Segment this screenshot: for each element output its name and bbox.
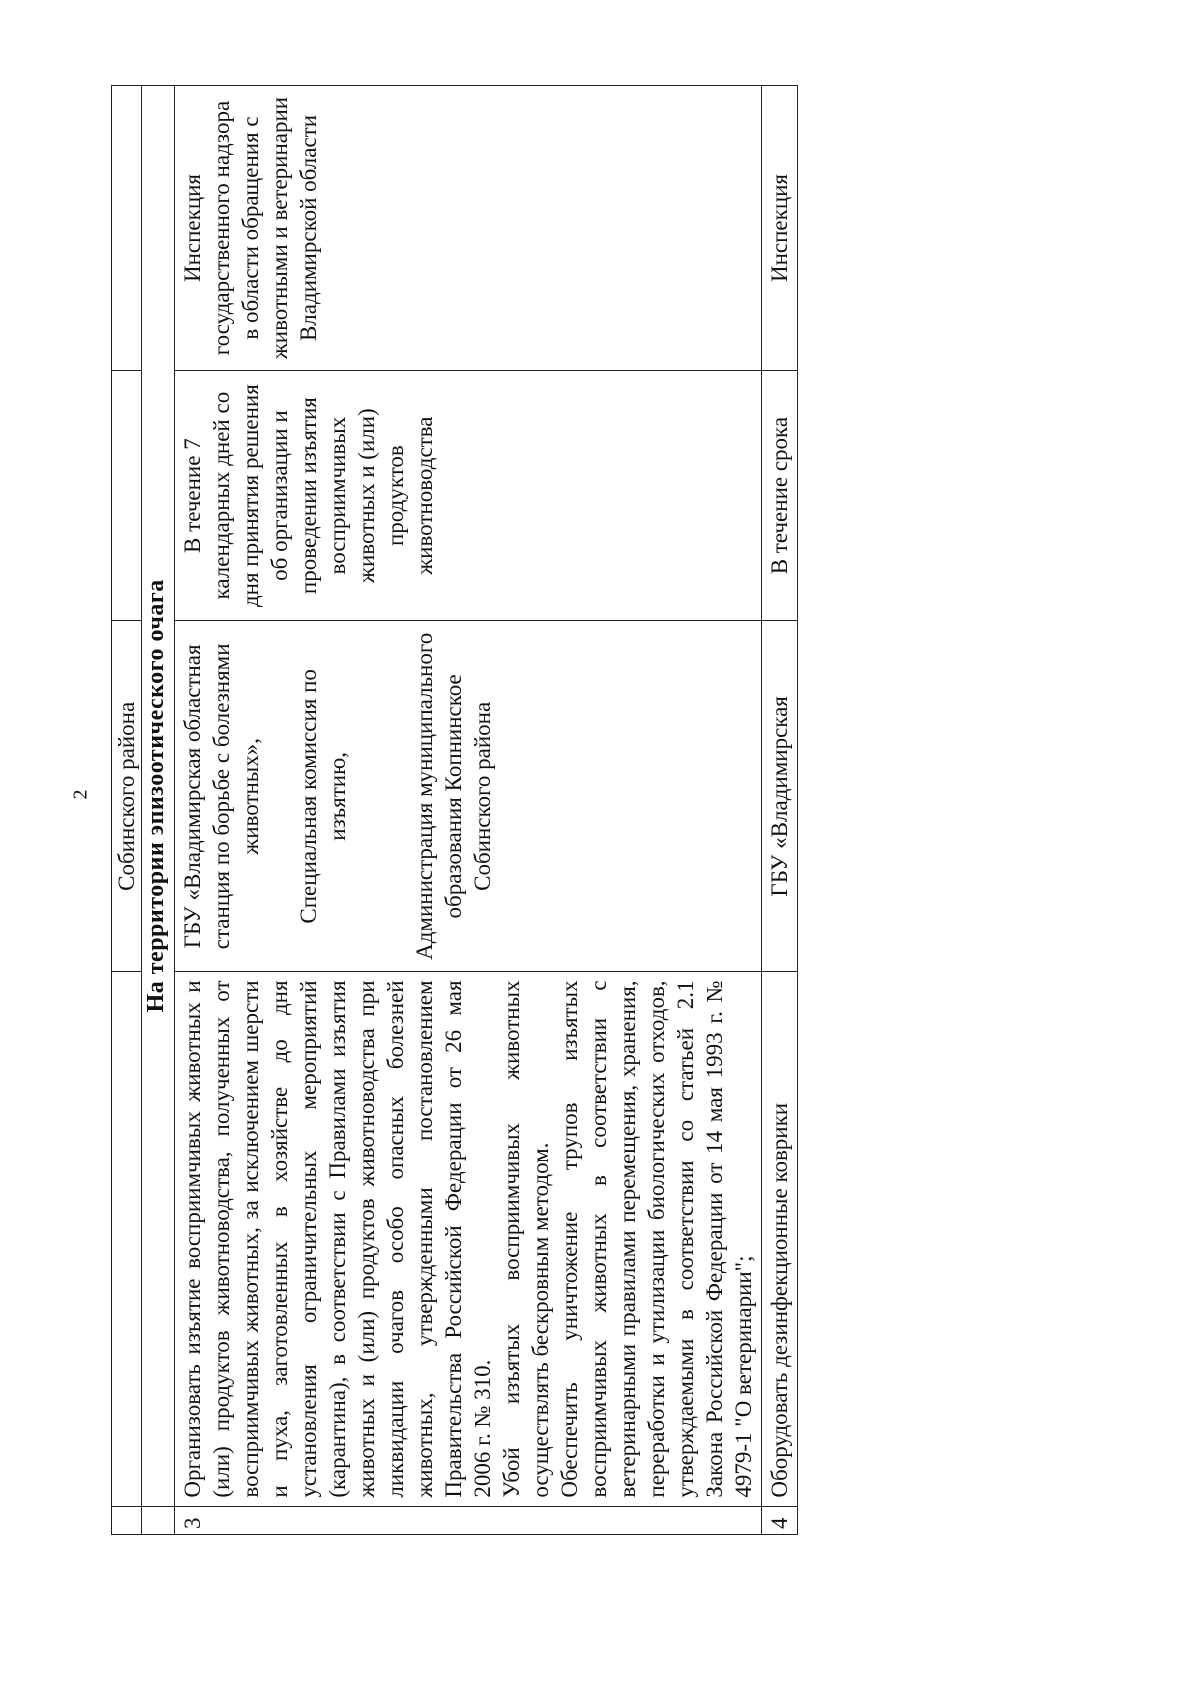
rotated-table-frame xyxy=(111,85,1081,1535)
cell-executor: ГБУ «Владимирская xyxy=(762,621,798,972)
cell-action xyxy=(112,972,142,1506)
cell-number: 3 xyxy=(175,1506,762,1534)
cell-action: Оборудовать дезинфекционные коврики xyxy=(762,972,798,1506)
executor-text: Специальная комиссия по изъятию, xyxy=(296,669,350,924)
cell-responsible: Инспекция xyxy=(762,86,798,371)
page-number: 2 xyxy=(69,789,92,800)
cell-deadline xyxy=(112,370,142,620)
action-paragraph: Организовать изъятие восприимчивых животных и (или) продуктов животноводства, полученных от восприимчивых животных, за исключением шерсти и пуха, заготовленных в хозяйстве до дня установления ограничительных мероприятий (карантина), в соответствии с Правилами изъятия животных и (или) продуктов животноводства при ликвидации очагов особо опасных болезней животных, утвержденными постановлением Правительства Российской Федерации от 26 мая 2006 г. № 310. xyxy=(180,980,495,1498)
section-header-row xyxy=(142,86,175,1535)
table-row xyxy=(112,86,142,1535)
cell-responsible xyxy=(112,86,142,371)
cell-deadline: В течение 7 календарных дней со дня принятия решения об организации и проведении изъятия восприимчивых животных и (или) продуктов животноводства xyxy=(175,370,762,620)
cell-number: 4 xyxy=(762,1506,798,1534)
action-paragraph: Обеспечить уничтожение трупов изъятых восприимчивых животных в соответствии с ветеринарными правилами перемещения, хранения, переработки и утилизации биологических отходов, утверждаемыми в соответствии со статьей 2.1 Закона Российской Федерации от 14 мая 1993 г. № 4979-1 "О ветеринарии"; xyxy=(557,980,756,1498)
cell-responsible: Инспекция государственного надзора в области обращения с животными и ветеринарии Владимирской области xyxy=(175,86,762,371)
table-row xyxy=(175,86,762,1535)
executor-text: Администрация муниципального образования Копнинское Собинского района xyxy=(412,632,495,960)
executor-text: ГБУ «Владимирская областная станция по борьбе с болезнями животных», xyxy=(180,643,263,950)
section-title: На территории эпизоотического очага xyxy=(142,86,175,1507)
measures-table xyxy=(111,85,798,1535)
cell-deadline: В течение срока xyxy=(762,370,798,620)
cell-action xyxy=(175,972,762,1506)
cell-number xyxy=(112,1506,142,1534)
table-row xyxy=(762,86,798,1535)
cell-executor: Собинского района xyxy=(112,621,142,972)
cell-number xyxy=(142,1506,175,1534)
cell-executor xyxy=(175,621,762,972)
action-paragraph: Убой изъятых восприимчивых животных осуществлять бескровным методом. xyxy=(499,980,553,1498)
